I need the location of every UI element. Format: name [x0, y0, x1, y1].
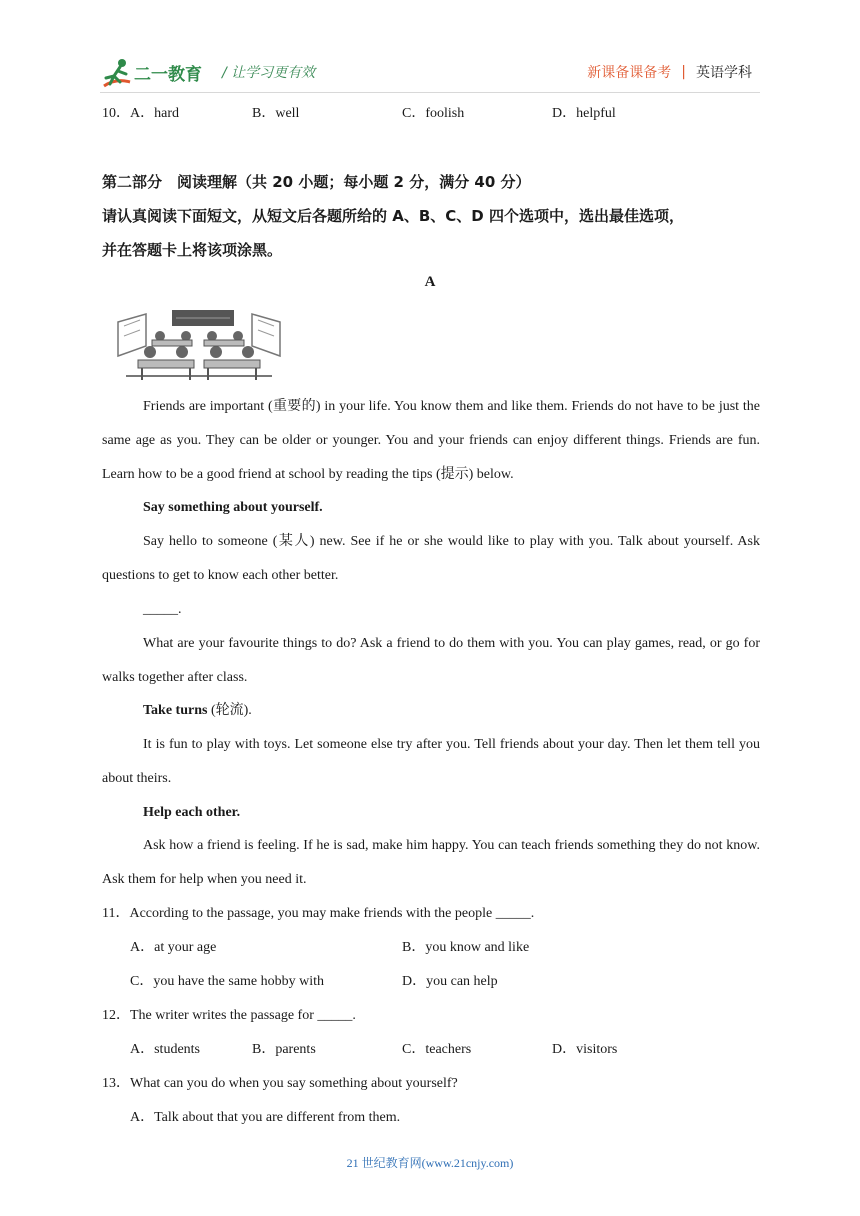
passage-paragraph-5: Ask how a friend is feeling. If he is sad, make him happy. You can teach friends something they do not know. Ask them for help when you need it. — [102, 838, 760, 887]
section-heading: 第二部分 阅读理解（共 20 小题；每小题 2 分，满分 40 分） — [102, 173, 531, 191]
tip-heading-blank: _____. — [143, 602, 182, 617]
q11-stem: 11．According to the passage, you may make friends with the people _____. — [102, 906, 535, 921]
passage-paragraph-1: Friends are important (重要的) in your life. You know them and like them. Friends do not have to be just the same age as you. They can be older or younger. You and your friends can enjoy different things. Friends are fun. Learn how to be a good friend at school by reading the tips (提示) below. — [102, 399, 760, 482]
header-right — [587, 62, 752, 82]
passage-label: A — [424, 274, 436, 290]
brand-logo — [100, 56, 212, 90]
section-instruction-1: 请认真阅读下面短文，从短文后各题所给的 A、B、C、D 四个选项中，选出最佳选项， — [102, 207, 684, 225]
q11-option-d: D．you can help — [402, 974, 498, 989]
q12-option-b: B．parents — [252, 1042, 316, 1057]
passage-paragraph-2: Say hello to someone (某人) new. See if he or she would like to play with you. Talk about yourself. Ask questions to get to know each other better. — [102, 534, 760, 583]
footer-source: 21 世纪教育网(www.21cnjy.com) — [346, 1156, 514, 1170]
tip-heading-3: Help each other. — [143, 805, 241, 820]
logo-text: 二一教育 — [134, 65, 202, 85]
tip-heading-1: Say something about yourself. — [143, 500, 323, 515]
q10-option-b: B．well — [252, 106, 300, 121]
passage-paragraph-3: What are your favourite things to do? Ask a friend to do them with you. You can play games, read, or go for walks together after class. — [102, 636, 760, 685]
header-subject-label: 英语学科 — [696, 65, 752, 81]
q10-option-d: D．helpful — [552, 106, 616, 121]
q13-option-a: A．Talk about that you are different from them. — [130, 1110, 401, 1125]
q11-option-a: A．at your age — [130, 940, 217, 955]
header-divider — [100, 92, 760, 93]
classroom-illustration — [116, 306, 282, 384]
q12-option-d: D．visitors — [552, 1042, 618, 1057]
header-course-label: 新课备课备考 — [587, 65, 672, 81]
q12-option-c: C．teachers — [402, 1042, 472, 1057]
q10-option-a: 10．A．hard — [102, 106, 179, 121]
q11-option-b: B．you know and like — [402, 940, 530, 955]
running-figure-logo-icon — [100, 56, 212, 90]
q11-option-c: C．you have the same hobby with — [130, 974, 325, 989]
tip-heading-2: Take turns (轮流). — [143, 703, 252, 718]
header-separator: | — [681, 64, 686, 80]
header-slogan: / 让学习更有效 — [222, 65, 316, 81]
q12-option-a: A．students — [130, 1042, 200, 1057]
q12-stem: 12．The writer writes the passage for _____. — [102, 1008, 356, 1023]
q13-stem: 13．What can you do when you say something about yourself? — [102, 1076, 458, 1091]
passage-paragraph-4: It is fun to play with toys. Let someone else try after you. Tell friends about your day. Then let them tell you about theirs. — [102, 737, 760, 786]
q10-option-c: C．foolish — [402, 106, 465, 121]
section-instruction-2: 并在答题卡上将该项涂黑。 — [102, 241, 283, 259]
classroom-illustration-icon — [116, 306, 282, 384]
